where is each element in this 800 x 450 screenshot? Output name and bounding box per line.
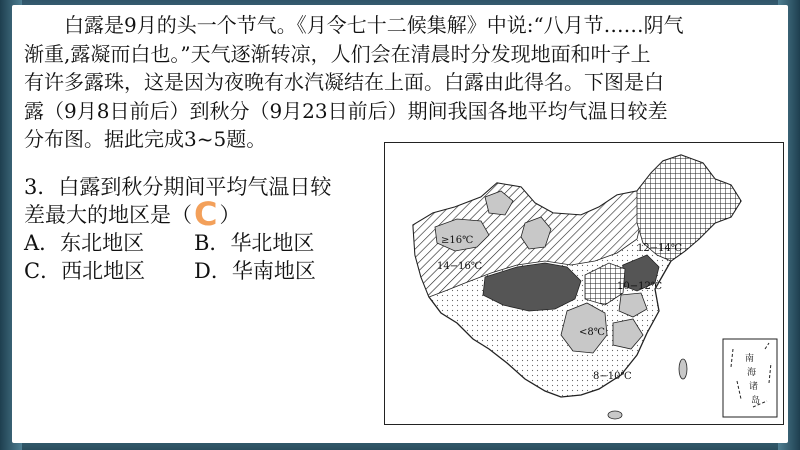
- map-label-10-12: 10−12℃: [617, 281, 663, 292]
- question-stem-line1: 3．白露到秋分期间平均气温日较: [24, 175, 332, 199]
- options-row-1: [24, 229, 394, 257]
- handwritten-answer: C: [194, 195, 218, 233]
- passage: [24, 11, 784, 154]
- inset-char: 岛: [751, 396, 761, 406]
- map-label-14-16: 14−16℃: [437, 261, 483, 272]
- passage-line: 渐重,露凝而白也。”天气逐渐转凉，人们会在清晨时分发现地面和叶子上: [24, 41, 651, 66]
- inset-char: 南: [745, 354, 755, 364]
- question-stem-line2: [24, 195, 394, 233]
- passage-line: 白露是9月的头一个节气。《月令七十二候集解》中说:“八月节……阴气: [24, 13, 684, 37]
- question-stem-suffix: ）: [219, 203, 241, 227]
- map-label-8-10: 8−10℃: [593, 371, 632, 382]
- temperature-range-map: [384, 142, 784, 425]
- south-sea-inset-frame: [723, 339, 777, 417]
- passage-line: 露（9月8日前后）到秋分（9月23日前后）期间我国各地平均气温日较差: [24, 98, 668, 123]
- passage-line: 分布图。据此完成3~5题。: [24, 127, 267, 151]
- map-label-12-14: 12−14℃: [637, 243, 683, 254]
- question-stem-prefix: 差最大的地区是（: [24, 203, 192, 227]
- option-c[interactable]: C．西北地区: [24, 259, 146, 283]
- option-d[interactable]: D．华南地区: [194, 259, 316, 283]
- map-label-ge16: ≥16℃: [441, 235, 474, 246]
- taiwan-island: [679, 359, 687, 379]
- inset-char: 诸: [749, 382, 759, 392]
- passage-line: 有许多露珠，这是因为夜晚有水汽凝结在上面。白露由此得名。下图是白: [24, 70, 664, 94]
- options-row-2: [24, 257, 394, 285]
- hainan-island: [608, 411, 622, 419]
- inset-char: 海: [747, 368, 757, 378]
- question-3: [24, 173, 394, 285]
- option-b[interactable]: B．华北地区: [194, 231, 315, 255]
- slide-card: [12, 5, 788, 443]
- map-label-lt8: <8℃: [579, 327, 605, 338]
- china-map-svg: [385, 143, 782, 423]
- option-a[interactable]: A．东北地区: [24, 231, 145, 255]
